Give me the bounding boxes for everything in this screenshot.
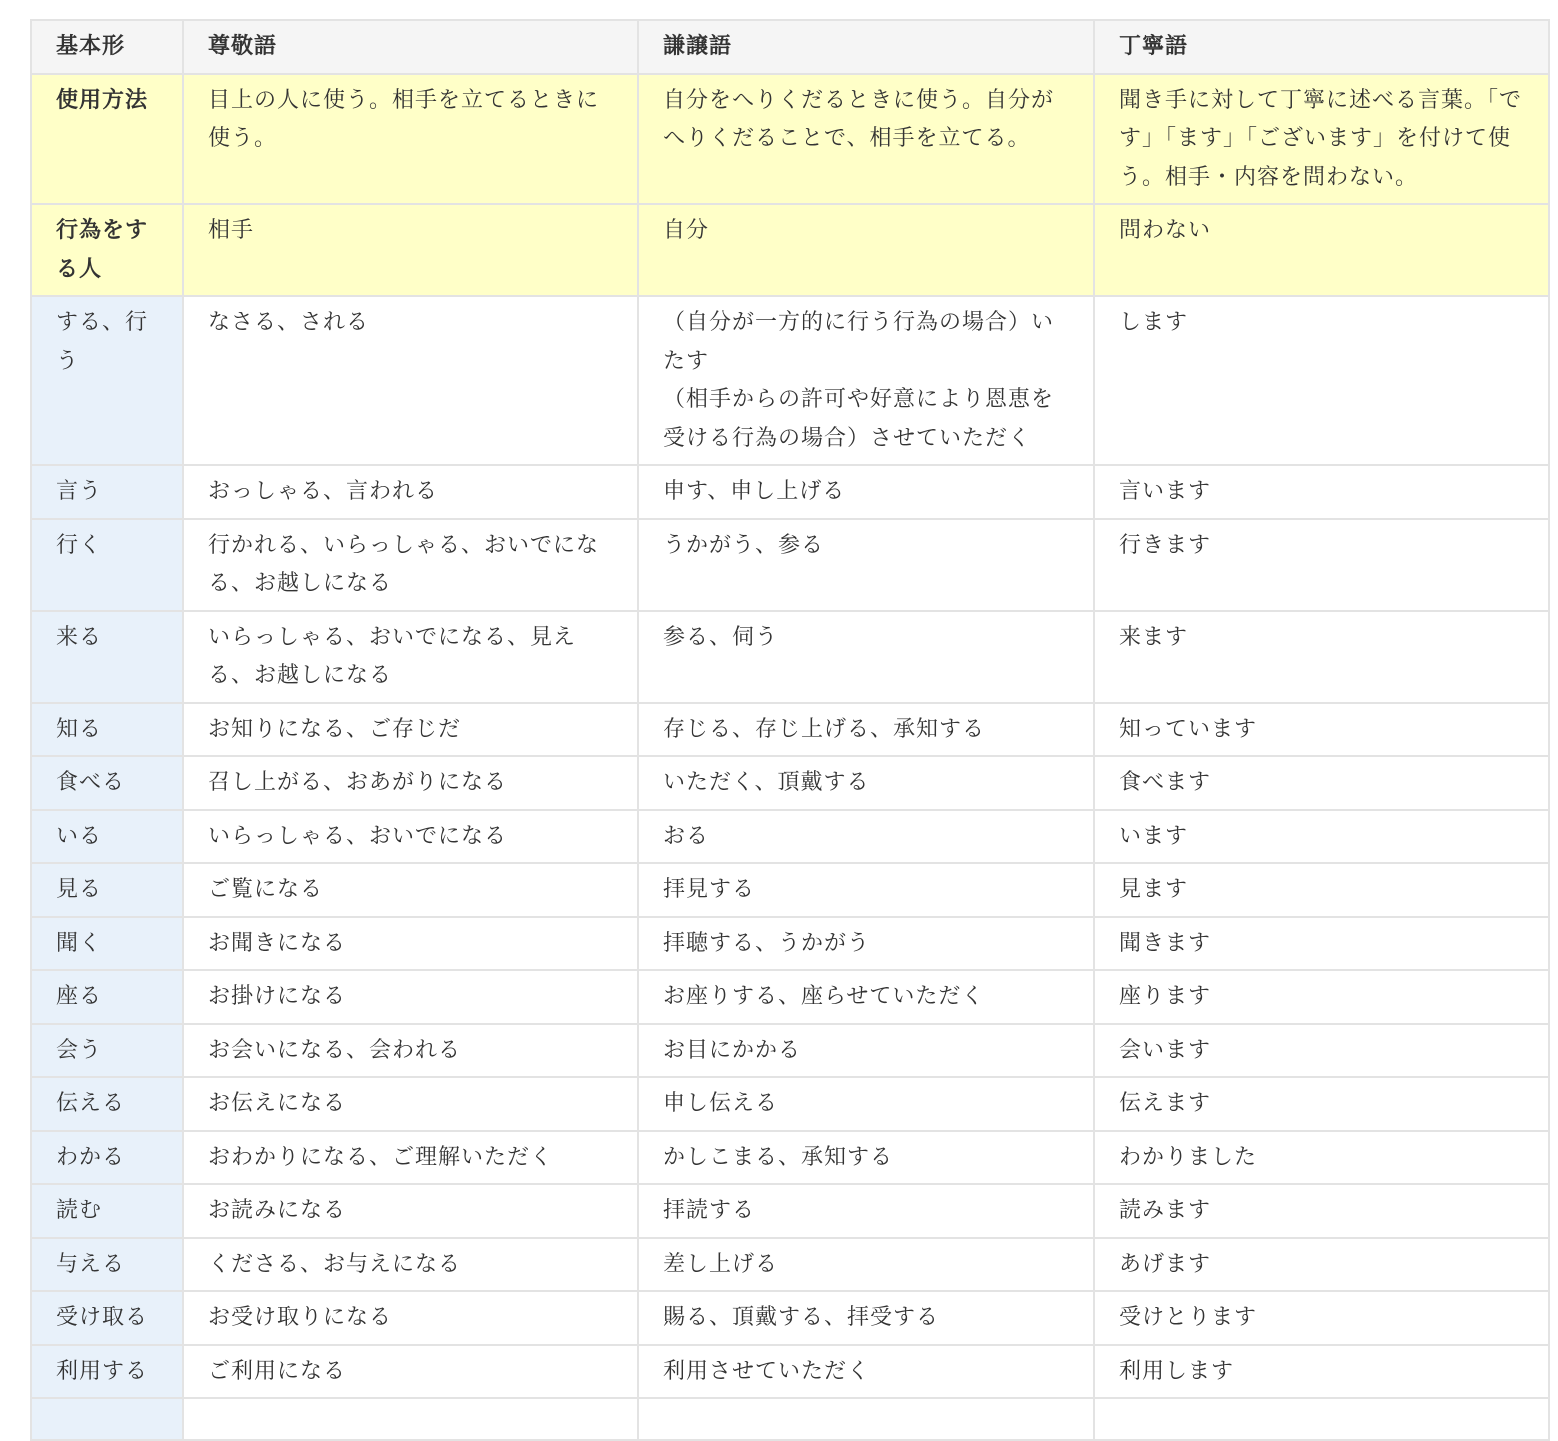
header-base-form: 基本形 xyxy=(31,20,183,74)
verb-base-form: いる xyxy=(31,810,183,864)
verb-teineigo: 食べます xyxy=(1094,756,1549,810)
verb-teineigo: 知っています xyxy=(1094,703,1549,757)
verb-teineigo: 座ります xyxy=(1094,970,1549,1024)
usage-method-label: 使用方法 xyxy=(31,74,183,205)
partial-cell xyxy=(638,1398,1094,1440)
verb-sonkeigo: お掛けになる xyxy=(183,970,638,1024)
verb-kenjougo: 差し上げる xyxy=(638,1238,1094,1292)
partial-cell xyxy=(31,1398,183,1440)
verb-kenjougo: 参る、伺う xyxy=(638,611,1094,703)
verb-base-form: 聞く xyxy=(31,917,183,971)
usage-method-teineigo: 聞き手に対して丁寧に述べる言葉。「です」「ます」「ございます」を付けて使う。相手・内容を問わない。 xyxy=(1094,74,1549,205)
verb-kenjougo: 拝読する xyxy=(638,1184,1094,1238)
actor-sonkeigo: 相手 xyxy=(183,204,638,296)
verb-teineigo: います xyxy=(1094,810,1549,864)
verb-sonkeigo: おわかりになる、ご理解いただく xyxy=(183,1131,638,1185)
table-row xyxy=(31,465,1549,519)
verb-kenjougo: 申す、申し上げる xyxy=(638,465,1094,519)
verb-teineigo: 受けとります xyxy=(1094,1291,1549,1345)
actor-label: 行為をする人 xyxy=(31,204,183,296)
verb-kenjougo: 申し伝える xyxy=(638,1077,1094,1131)
verb-kenjougo: お目にかかる xyxy=(638,1024,1094,1078)
actor-teineigo: 問わない xyxy=(1094,204,1549,296)
verb-sonkeigo: なさる、される xyxy=(183,296,638,465)
verb-base-form: 座る xyxy=(31,970,183,1024)
verb-sonkeigo: お受け取りになる xyxy=(183,1291,638,1345)
verb-base-form: わかる xyxy=(31,1131,183,1185)
table-row xyxy=(31,970,1549,1024)
header-sonkeigo: 尊敬語 xyxy=(183,20,638,74)
table-row xyxy=(31,1345,1549,1399)
table-row xyxy=(31,1131,1549,1185)
verb-kenjougo: いただく、頂戴する xyxy=(638,756,1094,810)
table-row xyxy=(31,1184,1549,1238)
verb-sonkeigo: 召し上がる、おあがりになる xyxy=(183,756,638,810)
table-row xyxy=(31,1238,1549,1292)
partial-cell xyxy=(1094,1398,1549,1440)
actor-row xyxy=(31,204,1549,296)
verb-teineigo: 聞きます xyxy=(1094,917,1549,971)
verb-teineigo: 読みます xyxy=(1094,1184,1549,1238)
verb-sonkeigo: いらっしゃる、おいでになる xyxy=(183,810,638,864)
verb-kenjougo: お座りする、座らせていただく xyxy=(638,970,1094,1024)
verb-base-form: 伝える xyxy=(31,1077,183,1131)
table-row xyxy=(31,1291,1549,1345)
table-row xyxy=(31,810,1549,864)
usage-method-row xyxy=(31,74,1549,205)
table-row xyxy=(31,1024,1549,1078)
table-row xyxy=(31,756,1549,810)
verb-kenjougo: （自分が一方的に行う行為の場合）いたす （相手からの許可や好意により恩恵を受ける行為の場合）させていただく xyxy=(638,296,1094,465)
verb-base-form: 受け取る xyxy=(31,1291,183,1345)
keigo-table xyxy=(30,19,1550,1441)
verb-base-form: 読む xyxy=(31,1184,183,1238)
verb-kenjougo: 存じる、存じ上げる、承知する xyxy=(638,703,1094,757)
verb-base-form: 利用する xyxy=(31,1345,183,1399)
verb-kenjougo: 拝見する xyxy=(638,863,1094,917)
verb-teineigo: あげます xyxy=(1094,1238,1549,1292)
verb-base-form: 行く xyxy=(31,519,183,611)
verb-teineigo: 伝えます xyxy=(1094,1077,1549,1131)
verb-teineigo: 見ます xyxy=(1094,863,1549,917)
verb-kenjougo: 利用させていただく xyxy=(638,1345,1094,1399)
header-kenjougo: 謙譲語 xyxy=(638,20,1094,74)
verb-base-form: 言う xyxy=(31,465,183,519)
verb-teineigo: わかりました xyxy=(1094,1131,1549,1185)
verb-sonkeigo: お伝えになる xyxy=(183,1077,638,1131)
verb-teineigo: します xyxy=(1094,296,1549,465)
table-row xyxy=(31,519,1549,611)
table-row xyxy=(31,863,1549,917)
header-row xyxy=(31,20,1549,74)
verb-sonkeigo: お知りになる、ご存じだ xyxy=(183,703,638,757)
table-row xyxy=(31,611,1549,703)
verb-kenjougo: 拝聴する、うかがう xyxy=(638,917,1094,971)
verb-sonkeigo: おっしゃる、言われる xyxy=(183,465,638,519)
verb-kenjougo: 賜る、頂戴する、拝受する xyxy=(638,1291,1094,1345)
table-header xyxy=(31,20,1549,74)
verb-teineigo: 行きます xyxy=(1094,519,1549,611)
verb-sonkeigo: お聞きになる xyxy=(183,917,638,971)
verb-sonkeigo: お読みになる xyxy=(183,1184,638,1238)
table-row xyxy=(31,296,1549,465)
verb-sonkeigo: ご覧になる xyxy=(183,863,638,917)
verb-teineigo: 利用します xyxy=(1094,1345,1549,1399)
verb-base-form: する、行う xyxy=(31,296,183,465)
verb-base-form: 来る xyxy=(31,611,183,703)
usage-method-sonkeigo: 目上の人に使う。相手を立てるときに使う。 xyxy=(183,74,638,205)
table-row xyxy=(31,917,1549,971)
verb-teineigo: 言います xyxy=(1094,465,1549,519)
verb-sonkeigo: いらっしゃる、おいでになる、見える、お越しになる xyxy=(183,611,638,703)
verb-teineigo: 来ます xyxy=(1094,611,1549,703)
verb-sonkeigo: お会いになる、会われる xyxy=(183,1024,638,1078)
partial-cell xyxy=(183,1398,638,1440)
usage-method-kenjougo: 自分をへりくだるときに使う。自分がへりくだることで、相手を立てる。 xyxy=(638,74,1094,205)
verb-base-form: 見る xyxy=(31,863,183,917)
actor-kenjougo: 自分 xyxy=(638,204,1094,296)
table-body xyxy=(31,74,1549,1441)
keigo-table-container xyxy=(30,19,1548,1441)
table-row xyxy=(31,1077,1549,1131)
verb-kenjougo: おる xyxy=(638,810,1094,864)
header-teineigo: 丁寧語 xyxy=(1094,20,1549,74)
verb-base-form: 与える xyxy=(31,1238,183,1292)
table-row xyxy=(31,703,1549,757)
verb-base-form: 食べる xyxy=(31,756,183,810)
verb-sonkeigo: 行かれる、いらっしゃる、おいでになる、お越しになる xyxy=(183,519,638,611)
verb-teineigo: 会います xyxy=(1094,1024,1549,1078)
verb-kenjougo: かしこまる、承知する xyxy=(638,1131,1094,1185)
verb-sonkeigo: くださる、お与えになる xyxy=(183,1238,638,1292)
verb-base-form: 会う xyxy=(31,1024,183,1078)
verb-base-form: 知る xyxy=(31,703,183,757)
table-row-partial xyxy=(31,1398,1549,1440)
verb-sonkeigo: ご利用になる xyxy=(183,1345,638,1399)
verb-kenjougo: うかがう、参る xyxy=(638,519,1094,611)
